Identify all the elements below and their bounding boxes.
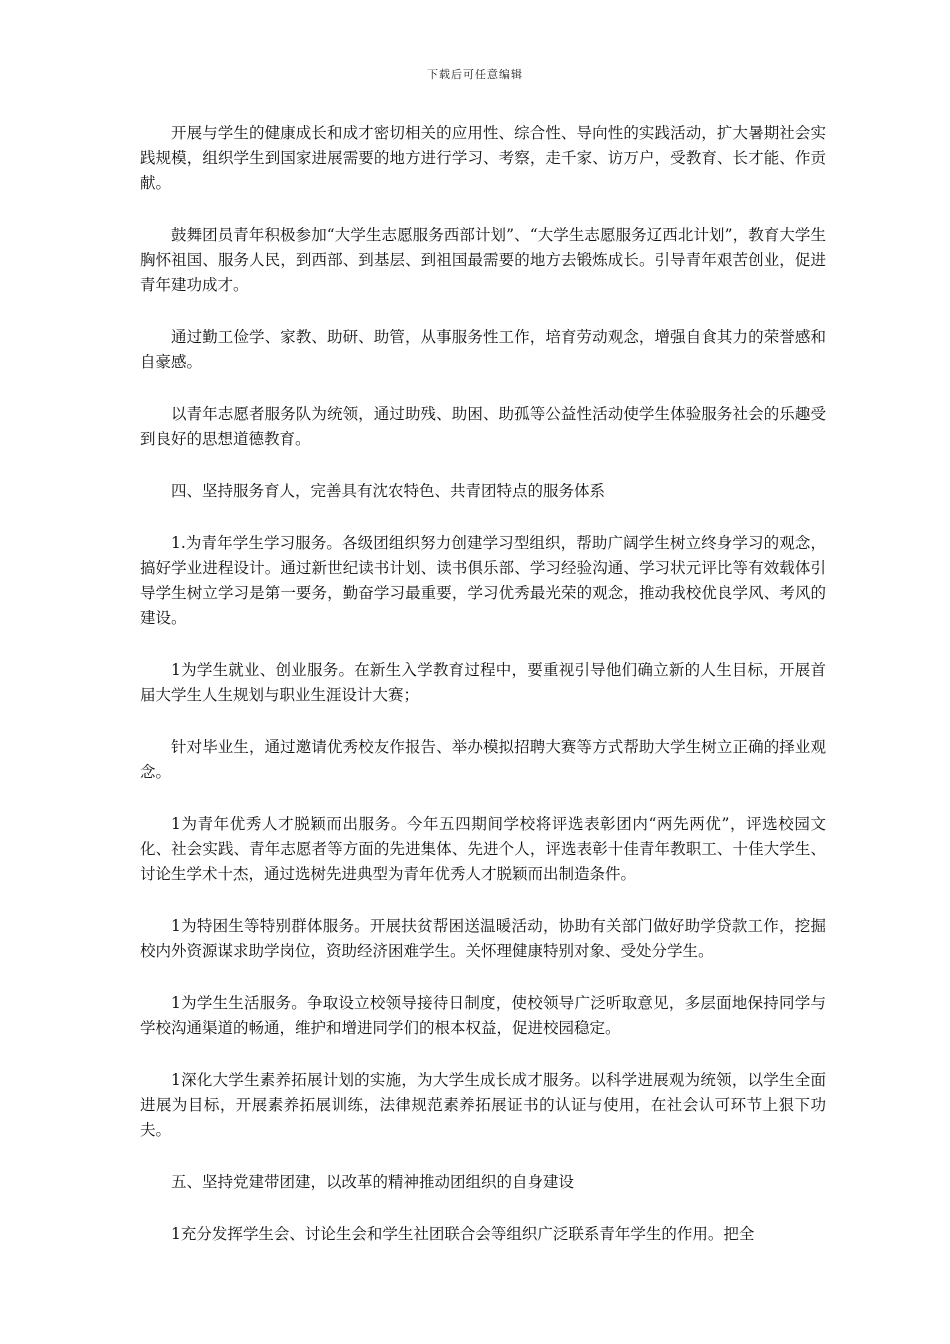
page-header: 下载后可任意编辑 bbox=[427, 68, 523, 81]
paragraph: 1为学生就业、创业服务。在新生入学教育过程中，要重视引导他们确立新的人生目标，开展首届大学生人生规划与职业生涯设计大赛； bbox=[140, 661, 826, 704]
paragraph: 1充分发挥学生会、讨论生会和学生社团联合会等组织广泛联系青年学生的作用。把全 bbox=[171, 1225, 755, 1243]
paragraph: 1为青年优秀人才脱颖而出服务。今年五四期间学校将评选表彰团内“两先两优”，评选校园文化、社会实践、青年志愿者等方面的先进集体、先进个人，评选表彰十佳青年教职工、十佳大学生、讨论生学术十杰，通过选树先进典型为青年优秀人才脱颖而出制造条件。 bbox=[140, 815, 826, 883]
paragraph: 1深化大学生素养拓展计划的实施，为大学生成长成才服务。以科学进展观为统领，以学生全面进展为目标，开展素养拓展训练，法律规范素养拓展证书的认证与使用，在社会认可环节上狠下功夫。 bbox=[140, 1071, 826, 1139]
paragraph: 1为学生生活服务。争取设立校领导接待日制度，使校领导广泛听取意见，多层面地保持同学与学校沟通渠道的畅通，维护和增进同学们的根本权益，促进校园稳定。 bbox=[140, 994, 826, 1037]
paragraph: 针对毕业生，通过邀请优秀校友作报告、举办模拟招聘大赛等方式帮助大学生树立正确的择业观念。 bbox=[140, 738, 826, 781]
document-body bbox=[140, 121, 826, 1274]
paragraph: 鼓舞团员青年积极参加“大学生志愿服务西部计划”、“大学生志愿服务辽西北计划”，教育大学生胸怀祖国、服务人民，到西部、到基层、到祖国最需要的地方去锻炼成长。引导青年艰苦创业，促进青年建功成才。 bbox=[140, 226, 826, 294]
section-heading: 四、坚持服务育人，完善具有沈农特色、共青团特点的服务体系 bbox=[171, 482, 606, 500]
paragraph: 开展与学生的健康成长和成才密切相关的应用性、综合性、导向性的实践活动，扩大暑期社会实践规模，组织学生到国家进展需要的地方进行学习、考察，走千家、访万户，受教育、长才能、作贡献。 bbox=[140, 124, 826, 192]
paragraph: 1为特困生等特别群体服务。开展扶贫帮困送温暖活动，协助有关部门做好助学贷款工作，挖掘校内外资源谋求助学岗位，资助经济困难学生。关怀理健康特别对象、受处分学生。 bbox=[140, 917, 826, 960]
paragraph: 以青年志愿者服务队为统领，通过助残、助困、助孤等公益性活动使学生体验服务社会的乐趣受到良好的思想道德教育。 bbox=[140, 405, 826, 448]
paragraph: 1.为青年学生学习服务。各级团组织努力创建学习型组织，帮助广阔学生树立终身学习的观念，搞好学业进程设计。通过新世纪读书计划、读书俱乐部、学习经验沟通、学习状元评比等有效载体引导学生树立学习是第一要务，勤奋学习最重要，学习优秀最光荣的观念，推动我校优良学风、考风的建设。 bbox=[140, 534, 826, 627]
section-heading: 五、坚持党建带团建，以改革的精神推动团组织的自身建设 bbox=[171, 1173, 575, 1191]
paragraph: 通过勤工俭学、家教、助研、助管，从事服务性工作，培育劳动观念，增强自食其力的荣誉感和自豪感。 bbox=[140, 328, 826, 371]
